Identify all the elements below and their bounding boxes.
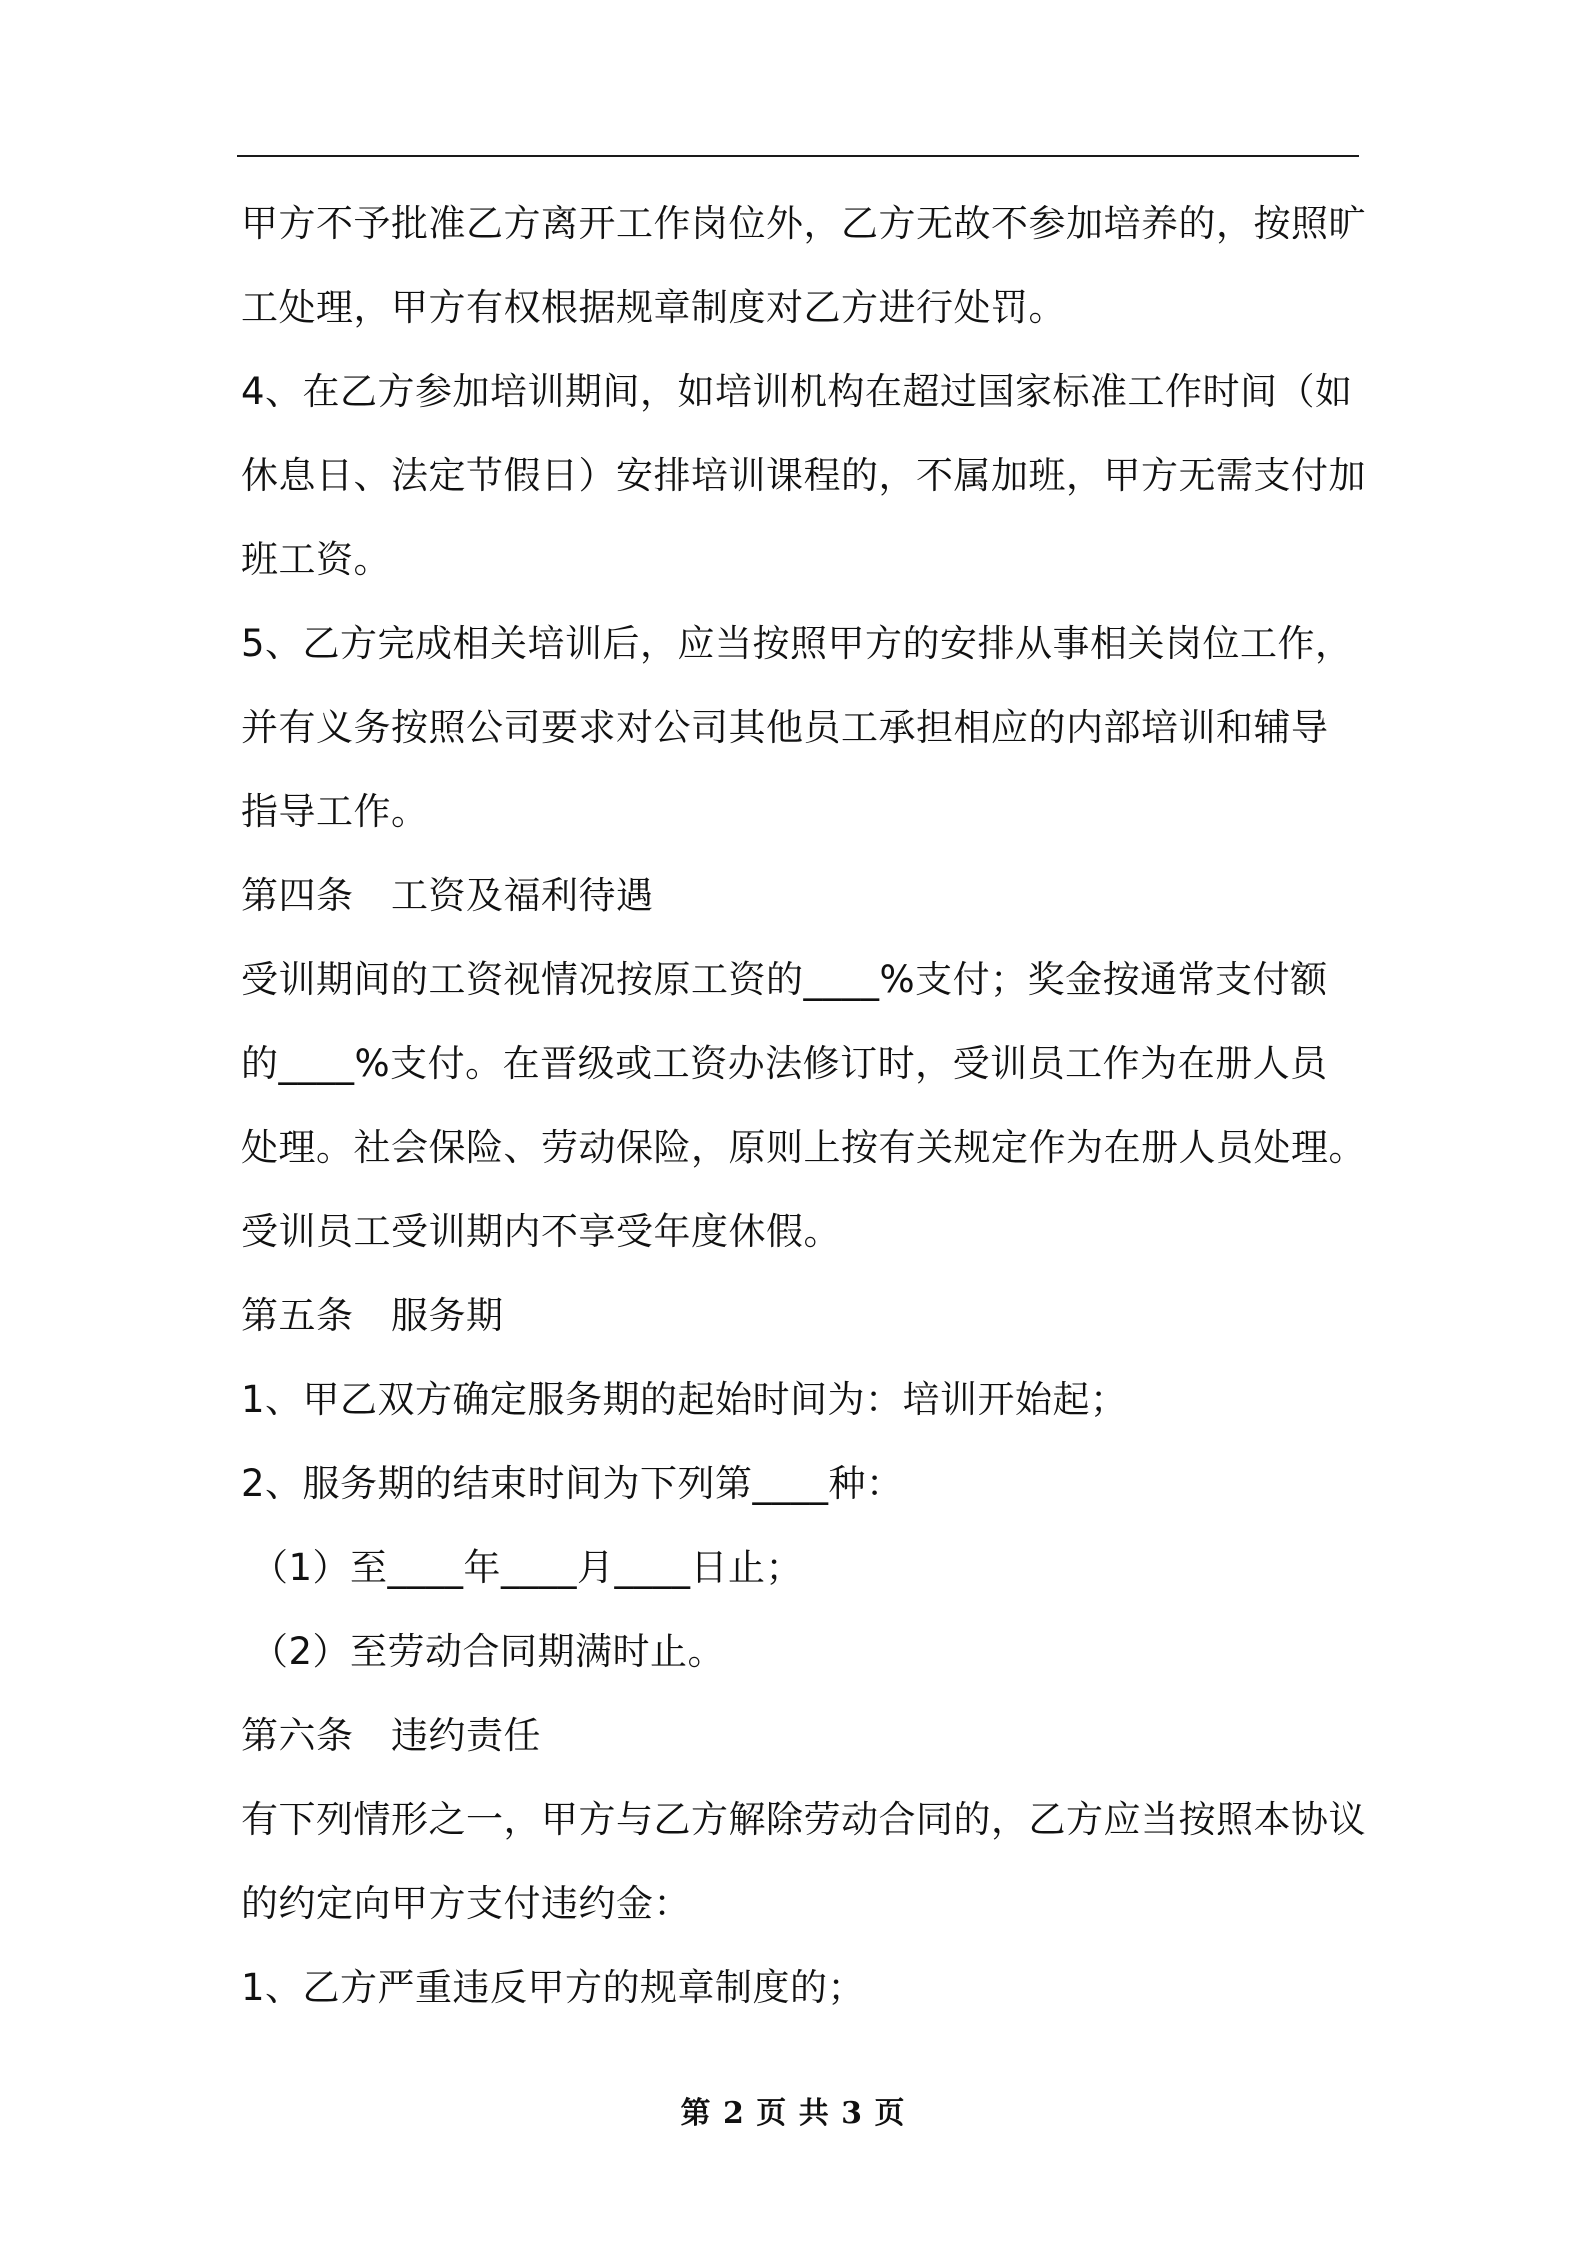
- paragraph-line: 受训员工受训期内不享受年度休假。: [241, 1210, 841, 1253]
- paragraph-line: 指导工作。: [241, 790, 429, 833]
- paragraph-line: 工处理，甲方有权根据规章制度对乙方进行处罚。: [241, 286, 1066, 329]
- paragraph-line: 休息日、法定节假日）安排培训课程的，不属加班，甲方无需支付加: [241, 454, 1366, 497]
- paragraph-line: 1、甲乙双方确定服务期的起始时间为：培训开始起；: [241, 1378, 1128, 1421]
- paragraph-line: 的约定向甲方支付违约金：: [241, 1882, 691, 1925]
- paragraph-line: 2、服务期的结束时间为下列第____种：: [241, 1462, 904, 1505]
- section-heading: 第六条 违约责任: [241, 1714, 541, 1757]
- paragraph-line: 班工资。: [241, 538, 391, 581]
- paragraph-line: 并有义务按照公司要求对公司其他员工承担相应的内部培训和辅导: [241, 706, 1329, 749]
- paragraph-line: 有下列情形之一，甲方与乙方解除劳动合同的，乙方应当按照本协议: [241, 1798, 1366, 1841]
- paragraph-line: 1、乙方严重违反甲方的规章制度的；: [241, 1966, 866, 2009]
- paragraph-line: （2）至劳动合同期满时止。: [251, 1630, 726, 1673]
- paragraph-line: 受训期间的工资视情况按原工资的____%支付；奖金按通常支付额: [241, 958, 1328, 1001]
- paragraph-line: （1）至____年____月____日止；: [251, 1546, 804, 1589]
- paragraph-line: 甲方不予批准乙方离开工作岗位外，乙方无故不参加培养的，按照旷: [241, 202, 1366, 245]
- section-heading: 第五条 服务期: [241, 1294, 504, 1337]
- section-heading: 第四条 工资及福利待遇: [241, 874, 654, 917]
- header-rule: [237, 155, 1359, 157]
- paragraph-line: 5、乙方完成相关培训后，应当按照甲方的安排从事相关岗位工作，: [241, 622, 1353, 665]
- paragraph-line: 4、在乙方参加培训期间，如培训机构在超过国家标准工作时间（如: [241, 370, 1353, 413]
- document-body: [241, 182, 1366, 2030]
- page-number-footer: 第 2 页 共 3 页: [680, 2096, 906, 2131]
- paragraph-line: 的____%支付。在晋级或工资办法修订时，受训员工作为在册人员: [241, 1042, 1328, 1085]
- paragraph-line: 处理。社会保险、劳动保险，原则上按有关规定作为在册人员处理。: [241, 1126, 1366, 1169]
